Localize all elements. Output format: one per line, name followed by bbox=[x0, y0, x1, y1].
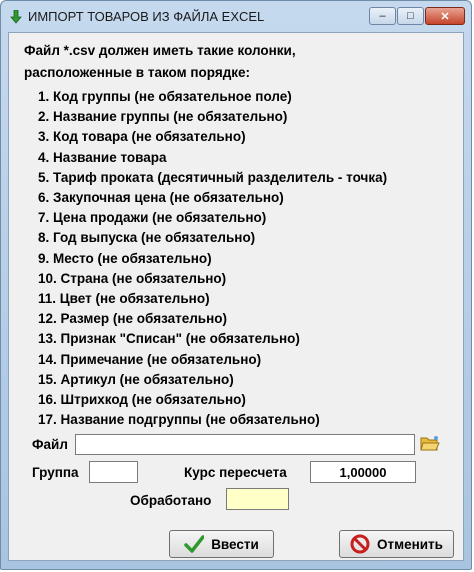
title-bar[interactable] bbox=[1, 1, 471, 31]
rate-label: Курс пересчета bbox=[184, 465, 287, 480]
column-list-item: 16. Штрихкод (не обязательно) bbox=[38, 392, 246, 407]
instructions-line-2: расположенные в таком порядке: bbox=[24, 65, 251, 80]
column-list-item: 10. Страна (не обязательно) bbox=[38, 270, 227, 286]
processed-field bbox=[226, 488, 289, 510]
column-list-item: 12. Размер (не обязательно) bbox=[38, 311, 228, 327]
cancel-icon bbox=[350, 534, 370, 554]
maximize-icon: □ bbox=[407, 10, 414, 22]
column-list-item: 8. Год выпуска (не обязательно) bbox=[38, 230, 256, 246]
rate-input[interactable]: 1,00000 bbox=[310, 461, 416, 483]
column-list-item: 7. Цена продажи (не обязательно) bbox=[38, 210, 267, 226]
checkmark-icon bbox=[184, 534, 204, 554]
column-list-item: 4. Название товара bbox=[38, 149, 167, 165]
minimize-icon: – bbox=[379, 10, 386, 22]
column-list-item: 5. Тариф проката (десятичный разделитель - точка) bbox=[38, 169, 388, 185]
ok-button-label: Ввести bbox=[211, 536, 259, 552]
ok-button[interactable] bbox=[169, 530, 274, 558]
group-input[interactable] bbox=[89, 461, 138, 483]
group-label: Группа bbox=[32, 465, 79, 480]
window-title: ИМПОРТ ТОВАРОВ ИЗ ФАЙЛА EXCEL bbox=[28, 9, 265, 24]
dialog-body bbox=[8, 32, 464, 561]
column-list-item: 15. Артикул (не обязательно) bbox=[38, 371, 234, 387]
maximize-button[interactable] bbox=[397, 7, 424, 25]
app-arrow-icon bbox=[10, 10, 22, 24]
minimize-button[interactable] bbox=[369, 7, 396, 25]
column-list-item: 13. Признак "Списан" (не обязательно) bbox=[38, 331, 300, 347]
folder-open-icon bbox=[420, 435, 440, 453]
cancel-button[interactable] bbox=[339, 530, 454, 558]
column-list-item: 9. Место (не обязательно) bbox=[38, 250, 212, 266]
browse-file-button[interactable] bbox=[419, 433, 441, 455]
processed-label: Обработано bbox=[130, 493, 212, 508]
file-path-input[interactable] bbox=[75, 434, 415, 455]
column-list-item: 17. Название подгруппы (не обязательно) bbox=[38, 412, 320, 428]
file-label: Файл bbox=[32, 437, 68, 452]
column-list-item: 2. Название группы (не обязательно) bbox=[38, 109, 288, 125]
column-list-item: 6. Закупочная цена (не обязательно) bbox=[38, 190, 284, 205]
column-list-item: 11. Цвет (не обязательно) bbox=[38, 291, 210, 306]
cancel-button-label: Отменить bbox=[377, 536, 443, 552]
close-icon: ✕ bbox=[440, 10, 450, 23]
column-list-item: 1. Код группы (не обязательное поле) bbox=[38, 89, 292, 104]
column-list-item: 14. Примечание (не обязательно) bbox=[38, 351, 262, 367]
column-list-item: 3. Код товара (не обязательно) bbox=[38, 129, 246, 145]
instructions-line-1: Файл *.csv должен иметь такие колонки, bbox=[24, 43, 296, 58]
close-button[interactable] bbox=[425, 7, 465, 25]
